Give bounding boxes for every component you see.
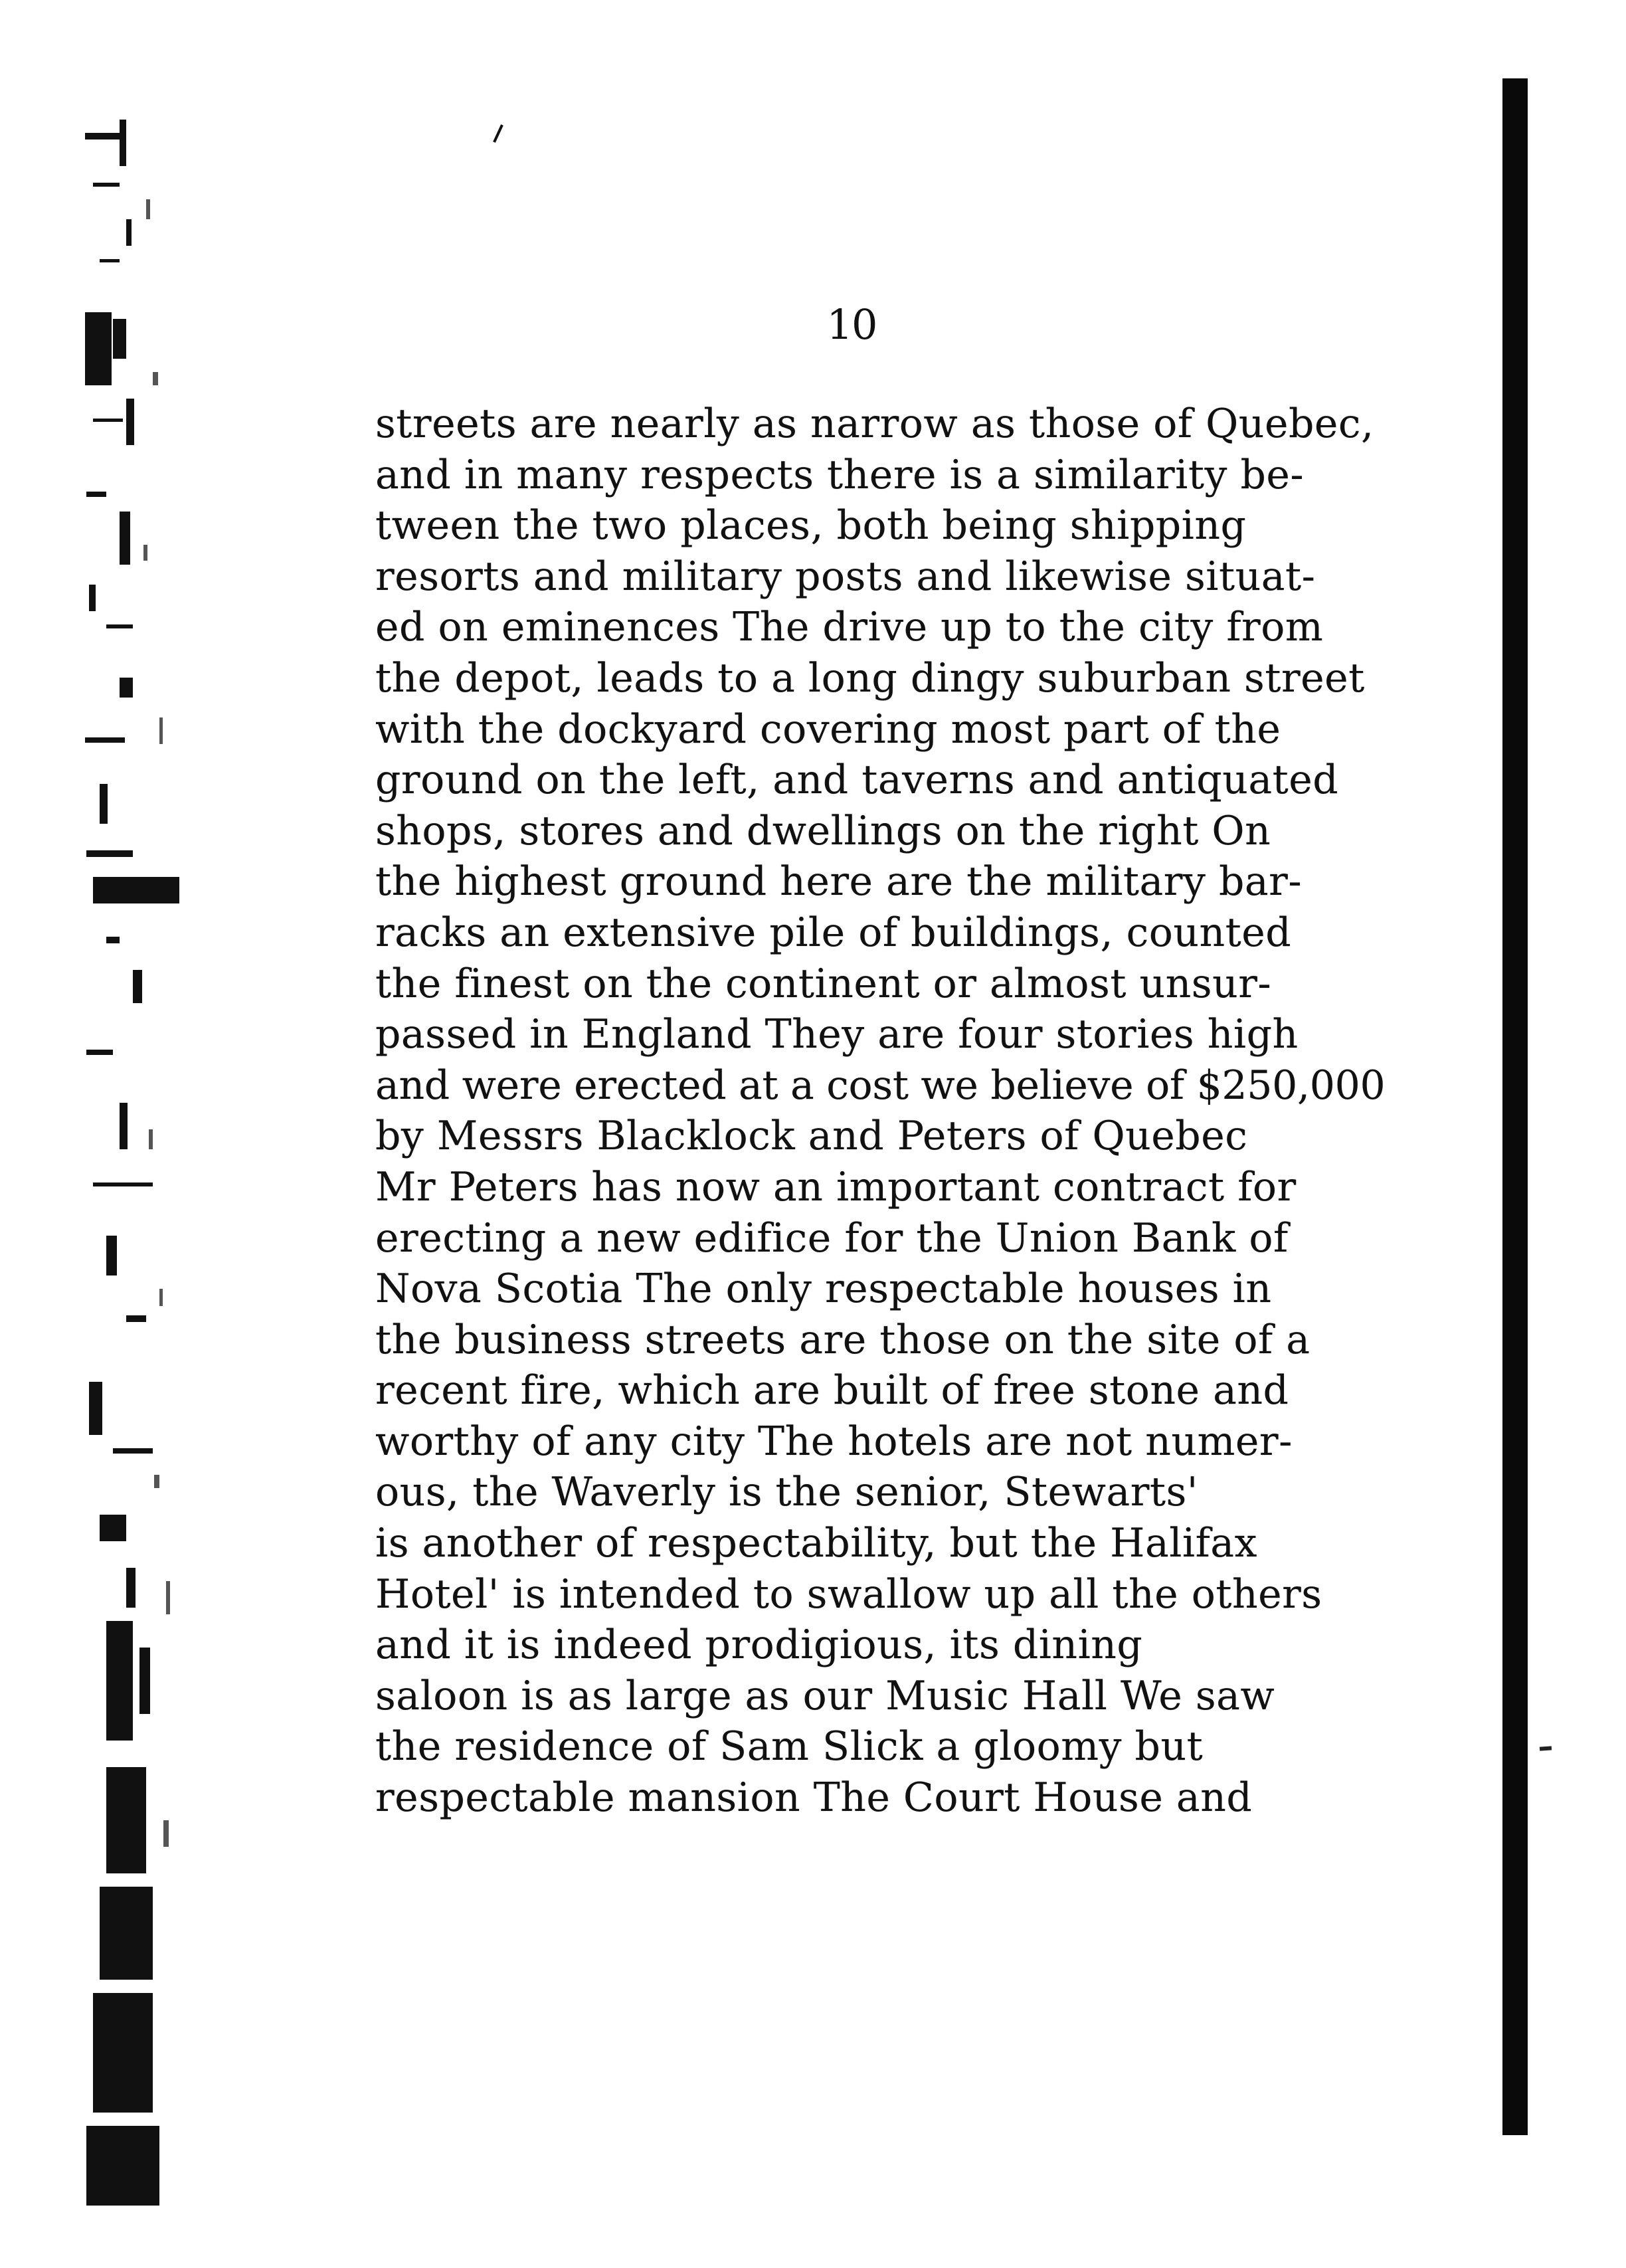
scan-edge-shadow <box>1502 78 1528 2135</box>
text-line: is another of respectability, but the Halifax <box>375 1520 1257 1567</box>
text-line: racks an extensive pile of buildings, counted <box>375 909 1292 956</box>
text-line: erecting a new edifice for the Union Bank of <box>375 1214 1289 1262</box>
text-line: Nova Scotia The only respectable houses in <box>375 1266 1272 1313</box>
text-line: the depot, leads to a long dingy suburban street <box>375 654 1365 702</box>
text-line: ground on the left, and taverns and antiquated <box>375 757 1339 804</box>
text-line: ed on eminences The drive up to the city from <box>375 604 1324 651</box>
text-line: recent fire, which are built of free stone and <box>375 1367 1289 1414</box>
body-paragraph <box>375 399 1385 1824</box>
text-line: by Messrs Blacklock and Peters of Quebec <box>375 1113 1248 1160</box>
text-line: and in many respects there is a similarity be- <box>375 451 1305 498</box>
page-number: 10 <box>826 300 877 349</box>
text-line: respectable mansion The Court House and <box>375 1774 1253 1822</box>
text-line: the finest on the continent or almost unsur- <box>375 960 1272 1007</box>
stray-pen-mark <box>490 124 506 143</box>
text-line: with the dockyard covering most part of the <box>375 706 1281 753</box>
margin-tick-mark <box>1540 1746 1552 1750</box>
binding-gutter-noise <box>80 120 186 2212</box>
text-line: streets are nearly as narrow as those of Quebec, <box>375 401 1374 447</box>
text-line: worthy of any city The hotels are not numer- <box>375 1418 1293 1465</box>
text-line: tween the two places, both being shipping <box>375 502 1247 549</box>
text-line: and it is indeed prodigious, its dining <box>375 1622 1143 1669</box>
text-line: ous, the Waverly is the senior, Stewarts' <box>375 1469 1198 1516</box>
text-line: the highest ground here are the military bar- <box>375 858 1303 905</box>
text-line: shops, stores and dwellings on the right On <box>375 807 1271 854</box>
text-line: the residence of Sam Slick a gloomy but <box>375 1723 1204 1770</box>
text-line: Mr Peters has now an important contract for <box>375 1163 1297 1210</box>
text-line: Hotel' is intended to swallow up all the others <box>375 1570 1322 1618</box>
text-line: saloon is as large as our Music Hall We saw <box>375 1672 1275 1719</box>
text-line: and were erected at a cost we believe of $250,000 <box>375 1062 1386 1109</box>
text-line: passed in England They are four stories high <box>375 1011 1299 1058</box>
text-line: the business streets are those on the site of a <box>375 1316 1310 1363</box>
text-line: resorts and military posts and likewise situat- <box>375 553 1316 600</box>
